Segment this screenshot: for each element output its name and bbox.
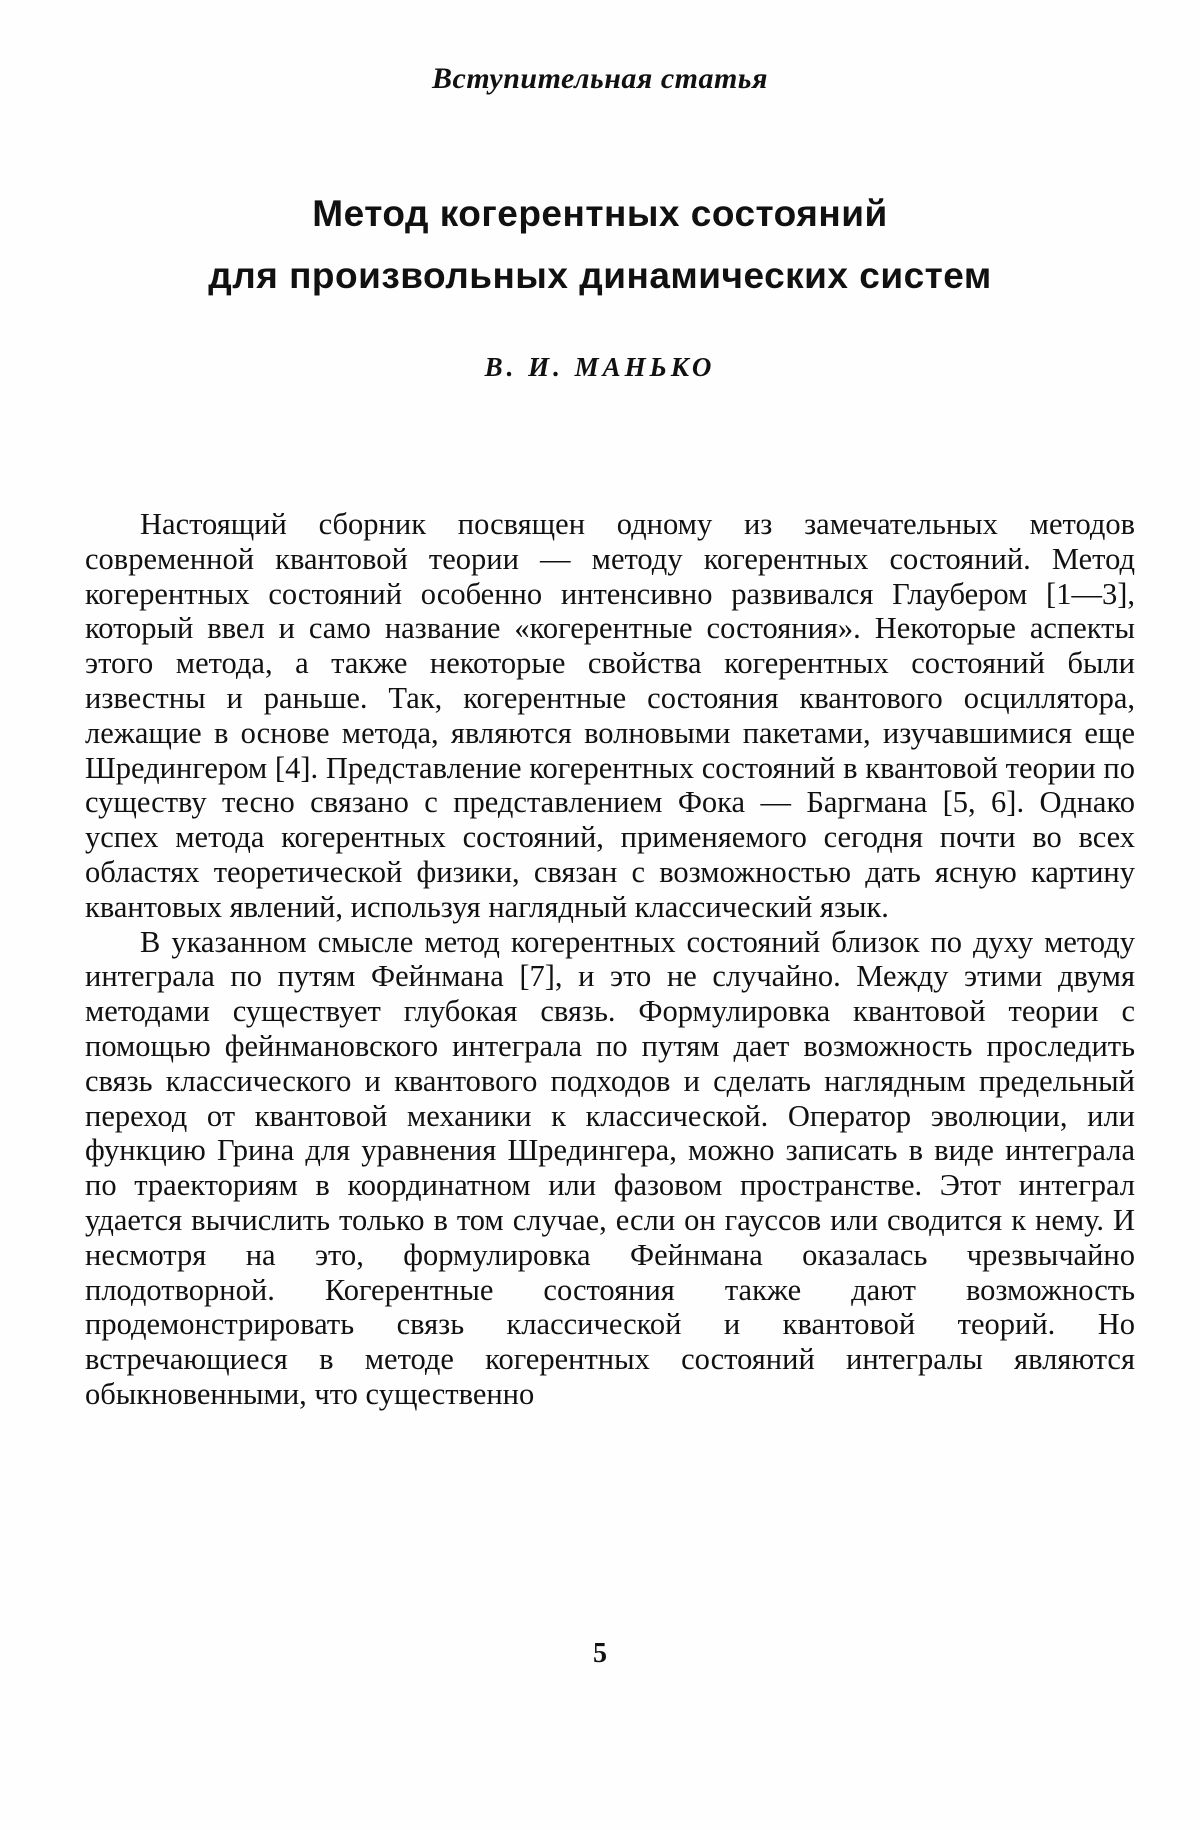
article-title-line-2: для произвольных динамических систем	[0, 245, 1200, 307]
article-title	[0, 183, 1200, 307]
section-label: Вступительная статья	[0, 62, 1200, 96]
article-body	[85, 507, 1135, 1412]
page-number: 5	[0, 1638, 1200, 1670]
document-page	[0, 0, 1200, 1830]
article-title-line-1: Метод когерентных состояний	[0, 183, 1200, 245]
author-name: В. И. МАНЬКО	[0, 352, 1200, 383]
body-paragraph-2: В указанном смысле метод когерентных состояний близок по духу методу интеграла по путям Фейнмана [7], и это не случайно. Между этими двумя методами существует глубокая связь. Формулировка квантовой теории с помощью фейнмановского интеграла по путям дает возможность проследить связь классического и квантового подходов и сделать наглядным предельный переход от квантовой механики к классической. Оператор эволюции, или функцию Грина для уравнения Шредингера, можно записать в виде интеграла по траекториям в координатном или фазовом пространстве. Этот интеграл удается вычислить только в том случае, если он гауссов или сводится к нему. И несмотря на это, формулировка Фейнмана оказалась чрезвычайно плодотворной. Когерентные состояния также дают возможность продемонстрировать связь классической и квантовой теорий. Но встречающиеся в методе когерентных состояний интегралы являются обыкновенными, что существенно	[85, 925, 1135, 1412]
body-paragraph-1: Настоящий сборник посвящен одному из замечательных методов современной квантовой теории — методу когерентных состояний. Метод когерентных состояний особенно интенсивно развивался Глаубером [1—3], который ввел и само название «когерентные состояния». Некоторые аспекты этого метода, а также некоторые свойства когерентных состояний были известны и раньше. Так, когерентные состояния квантового осциллятора, лежащие в основе метода, являются волновыми пакетами, изучавшимися еще Шредингером [4]. Представление когерентных состояний в квантовой теории по существу тесно связано с представлением Фока — Баргмана [5, 6]. Однако успех метода когерентных состояний, применяемого сегодня почти во всех областях теоретической физики, связан с возможностью дать ясную картину квантовых явлений, используя наглядный классический язык.	[85, 507, 1135, 925]
